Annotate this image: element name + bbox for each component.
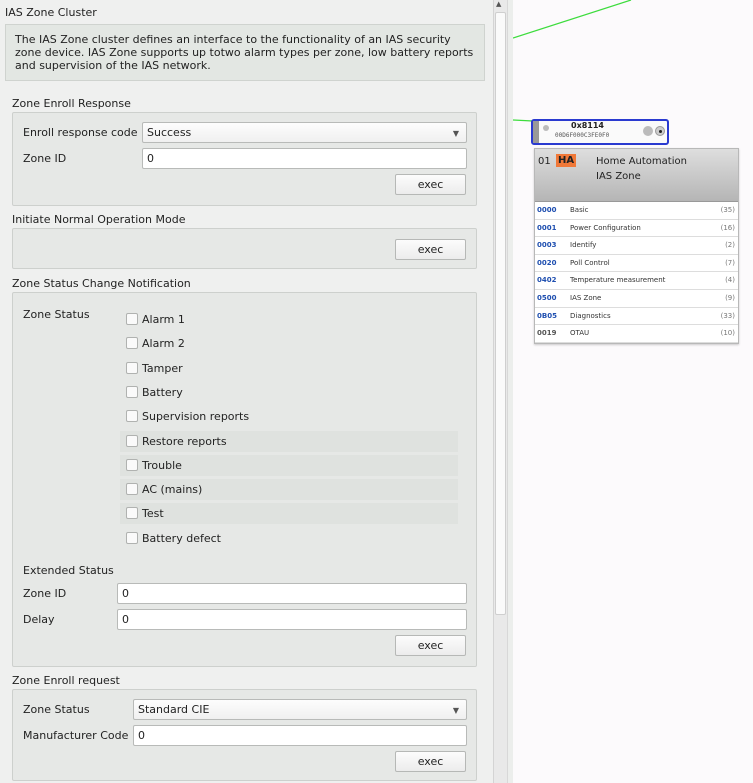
cluster-count: (2) [725,241,735,250]
cluster-count: (10) [720,329,735,338]
node-handle [533,121,539,143]
enroll-request-title: Zone Enroll request [12,674,120,687]
endpoint-card[interactable] [534,148,739,344]
profile-badge: HA [558,155,575,166]
enroll-response-exec-button[interactable]: exec [395,174,466,195]
flag-label: Alarm 2 [142,337,185,351]
scrollbar-thumb[interactable] [495,12,506,615]
cluster-id: 0500 [537,294,557,302]
cluster-row[interactable] [535,220,738,238]
checkbox[interactable] [126,337,138,349]
checkbox[interactable] [126,313,138,325]
node-canvas[interactable] [513,0,753,783]
request-zone-status-label: Zone Status [23,703,90,716]
flag-checkbox-row[interactable] [120,382,458,403]
checkbox[interactable] [126,386,138,398]
enroll-code-value: Success [147,126,192,139]
flag-checkbox-row[interactable] [120,528,458,549]
enroll-code-select[interactable] [142,122,467,143]
chevron-down-icon: ▼ [452,129,459,138]
enroll-code-label: Enroll response code [23,126,138,139]
flag-label: Supervision reports [142,410,250,424]
flag-checkbox-row[interactable] [120,333,458,354]
flag-label: Battery defect [142,531,221,545]
cluster-row[interactable] [535,272,738,290]
checkbox[interactable] [126,435,138,447]
chevron-down-icon: ▼ [452,706,459,715]
cluster-count: (7) [725,258,735,267]
request-zone-status-select[interactable] [133,699,467,720]
delay-label: Delay [23,613,55,626]
profile-name: Home Automation [596,156,687,167]
link-line [513,0,631,38]
checkbox[interactable] [126,483,138,495]
flag-label: Restore reports [142,434,227,448]
node-address: 0x8114 [571,121,604,130]
zone-id-input[interactable]: 0 [142,148,467,169]
cluster-count: (9) [725,294,735,302]
cluster-name: Temperature measurement [570,276,666,285]
manufacturer-code-input[interactable]: 0 [133,725,467,746]
enroll-request-exec-button[interactable]: exec [395,751,466,772]
device-name: IAS Zone [596,171,641,182]
cluster-count: (4) [725,276,735,285]
zone-status-label: Zone Status [23,308,90,321]
endpoint-header [535,149,738,202]
cluster-count: (35) [720,206,735,214]
flag-checkbox-row[interactable] [120,455,458,476]
cluster-name: Power Configuration [570,223,641,232]
endpoint-dot-icon[interactable] [643,126,653,136]
request-zone-status-value: Standard CIE [138,703,210,716]
cluster-count: (16) [720,223,735,232]
ext-zone-id-input[interactable]: 0 [117,583,467,604]
link-lines [513,0,753,783]
cluster-row[interactable] [535,325,738,343]
cluster-id: 0402 [537,276,557,285]
cluster-id: 0019 [537,329,557,338]
flag-checkbox-row[interactable] [120,503,458,524]
flag-checkbox-row[interactable] [120,406,458,427]
flag-checkbox-row[interactable] [120,358,458,379]
cluster-id: 0B05 [537,311,557,320]
cluster-title: IAS Zone Cluster [5,6,97,19]
cluster-description: The IAS Zone cluster defines an interface to the functionality of an IAS security zone device. IAS Zone supports up totwo alarm types per zone, low battery reports and supervision of the IAS network. [5,24,485,81]
cluster-count: (33) [720,311,735,320]
checkbox[interactable] [126,362,138,374]
status-change-title: Zone Status Change Notification [12,277,191,290]
radio-dot-icon[interactable] [655,126,665,136]
status-dot-icon [543,125,549,131]
cluster-id: 0001 [537,223,557,232]
flag-checkbox-row[interactable] [120,309,458,330]
flag-label: Alarm 1 [142,313,185,326]
normal-mode-exec-button[interactable]: exec [395,239,466,260]
cluster-id: 0003 [537,241,557,250]
flag-label: Tamper [142,361,183,375]
status-change-exec-button[interactable]: exec [395,635,466,656]
cluster-row[interactable] [535,308,738,326]
cluster-row[interactable] [535,237,738,255]
cluster-row[interactable] [535,202,738,220]
flag-label: Trouble [142,458,182,472]
flag-label: Test [142,507,164,521]
flag-checkbox-row[interactable] [120,479,458,500]
extended-status-label: Extended Status [23,564,114,577]
checkbox[interactable] [126,532,138,544]
cluster-row[interactable] [535,290,738,308]
cluster-name: Identify [570,241,597,250]
cluster-name: Poll Control [570,258,610,267]
flag-label: AC (mains) [142,483,203,497]
endpoint-number: 01 [538,156,551,167]
cluster-name: Basic [570,206,589,214]
cluster-id: 0000 [537,206,557,214]
ext-zone-id-label: Zone ID [23,587,67,600]
normal-mode-title: Initiate Normal Operation Mode [12,213,186,226]
node-box[interactable] [531,119,669,145]
cluster-id: 0020 [537,258,557,267]
cluster-name: OTAU [570,329,590,338]
link-line [513,120,533,121]
cluster-row[interactable] [535,255,738,273]
enroll-response-title: Zone Enroll Response [12,97,131,110]
cluster-name: Diagnostics [570,311,611,320]
checkbox[interactable] [126,507,138,519]
checkbox[interactable] [126,459,138,471]
manufacturer-code-label: Manufacturer Code [23,729,129,742]
scroll-up-icon[interactable]: ▲ [496,0,502,8]
delay-input[interactable]: 0 [117,609,467,630]
checkbox[interactable] [126,410,138,422]
node-mac: 00D6F000C3FE0F0 [555,132,610,139]
zone-id-label: Zone ID [23,152,67,165]
cluster-name: IAS Zone [570,294,602,302]
flag-checkbox-row[interactable] [120,431,458,452]
flag-label: Battery [142,385,183,399]
